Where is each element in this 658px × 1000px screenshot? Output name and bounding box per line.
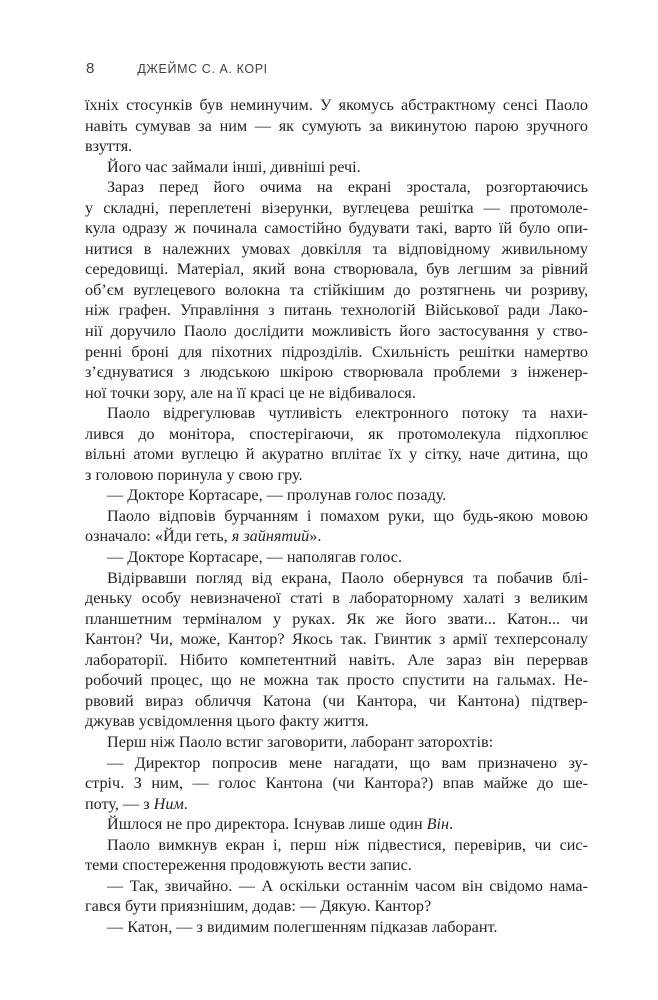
text-line: Перш ніж Паоло встиг заговорити, лаборант заторохтів: (107, 732, 494, 751)
text-line: об’єм вуглецевого волокна та стійкішим до розтягнень чи розриву, (85, 280, 588, 299)
text-line: планшетним терміналом у руках. Як же його звати... Катон... чи (85, 609, 588, 628)
plain-text: означало: «Йди геть, (85, 527, 232, 546)
text-line: лився до монітора, спостерігаючи, як протомолекула підхоплює (85, 424, 588, 443)
text-line: — Докторе Кортасаре, — пролунав голос позаду. (107, 486, 447, 505)
text-line (85, 526, 588, 547)
text-line: кула одразу ж починала самостійно будувати такі, варто їй було опи- (85, 219, 588, 238)
text-line: ної точки зору, але на її красі це не відбивалося. (85, 383, 416, 402)
paragraph (85, 835, 588, 876)
page-body (85, 95, 588, 937)
text-line: середовищі. Матеріал, який вона створювала, був легшим за рівний (85, 260, 588, 279)
italic-text: Він (426, 815, 450, 834)
plain-text: . (449, 815, 454, 834)
text-line: гався бути приязнішим, додав: — Дякую. Кантор? (85, 897, 432, 916)
text-line: робочий процес, що не можна так просто спустити на гальмах. Не- (85, 671, 588, 690)
text-line: Відірвавши погляд від екрана, Паоло обернувся та побачив блі- (107, 568, 588, 587)
text-line: вільні атоми вуглецю й акуратно вплітає їх у сітку, наче дитина, що (85, 445, 588, 464)
text-line: ніж графен. Управління з питань технологій Військової ради Лако- (85, 301, 588, 320)
italic-text: Ним (153, 794, 184, 813)
text-line: Кантон? Чи, може, Кантор? Якось так. Гвинтик з армії техперсоналу (85, 630, 588, 649)
text-line: рвовий вираз обличчя Катона (чи Кантора, чи Кантона) підтвер- (85, 691, 588, 710)
plain-text: ». (309, 527, 322, 546)
text-line (85, 794, 588, 815)
paragraph (85, 157, 588, 178)
paragraph (85, 506, 588, 547)
running-head: ДЖЕЙМС С. А. КОРІ (137, 62, 268, 76)
text-line: деньку особу невизначеної статі в лабораторному халаті з великим (85, 589, 588, 608)
paragraph (85, 814, 588, 835)
text-line: лабораторії. Нібито компетентний навіть. Але зараз він перервав (85, 650, 588, 669)
text-line: з’єднуватися з людською шкірою створювала проблеми з інженер- (85, 363, 588, 382)
text-line: нитися в належних умовах довкілля та відповідному живильному (85, 239, 588, 258)
text-line: стріч. З ним, — голос Кантона (чи Кантора?) впав майже до ше- (85, 774, 588, 793)
text-line (85, 814, 588, 835)
text-line: Паоло вимкнув екран і, перш ніж підвестися, перевірив, чи сис- (107, 835, 588, 854)
text-line: їхніх стосунків був неминучим. У якомусь абстрактному сенсі Паоло (85, 96, 588, 114)
plain-text: . (183, 794, 188, 813)
text-line: — Так, звичайно. — А оскільки останнім часом він свідомо нама- (107, 876, 588, 895)
text-line: — Докторе Кортасаре, — наполягав голос. (107, 548, 403, 567)
text-line: — Катон, — з видимим полегшенням підказав лаборант. (107, 917, 498, 936)
paragraph (85, 95, 588, 157)
text-line: джував усвідомлення цього факту життя. (85, 712, 369, 731)
paragraph (85, 403, 588, 485)
text-line: у складні, переплетені візерунки, вуглецева решітка — протомоле- (85, 198, 588, 217)
text-line: Зараз перед його очима на екрані зростала, розгортаючись (107, 178, 588, 197)
paragraph (85, 917, 588, 938)
paragraph (85, 177, 588, 403)
page-header (86, 61, 586, 77)
paragraph (85, 568, 588, 732)
paragraph (85, 547, 588, 568)
text-line: з головою поринула у свою гру. (85, 465, 303, 484)
paragraph (85, 876, 588, 917)
text-line: Його час займали інші, дивніші речі. (107, 157, 361, 176)
text-line: взуття. (85, 137, 133, 156)
text-line: Паоло відповів бурчанням і помахом руки, що будь-якою мовою (107, 506, 588, 525)
plain-text: поту, — з (85, 794, 154, 813)
page-number: 8 (86, 60, 95, 77)
paragraph (85, 485, 588, 506)
text-line: навіть сумував за ним — як сумують за викинутою парою зручного (85, 116, 588, 135)
text-line: Паоло відрегулював чутливість електронного потоку та нахи- (107, 404, 588, 423)
text-line: теми спостереження продовжують вести запис. (85, 856, 412, 875)
text-line: ренні броні для піхотних підрозділів. Схильність решітки намертво (85, 342, 588, 361)
italic-text: я зайнятий (231, 527, 310, 546)
text-line: нії доручило Паоло дослідити можливість його застосування у ство- (85, 322, 588, 341)
paragraph (85, 753, 588, 815)
text-line: — Директор попросив мене нагадати, що вам призначено зу- (107, 753, 588, 772)
paragraph (85, 732, 588, 753)
plain-text: Йшлося не про директора. Існував лише один (107, 815, 427, 834)
